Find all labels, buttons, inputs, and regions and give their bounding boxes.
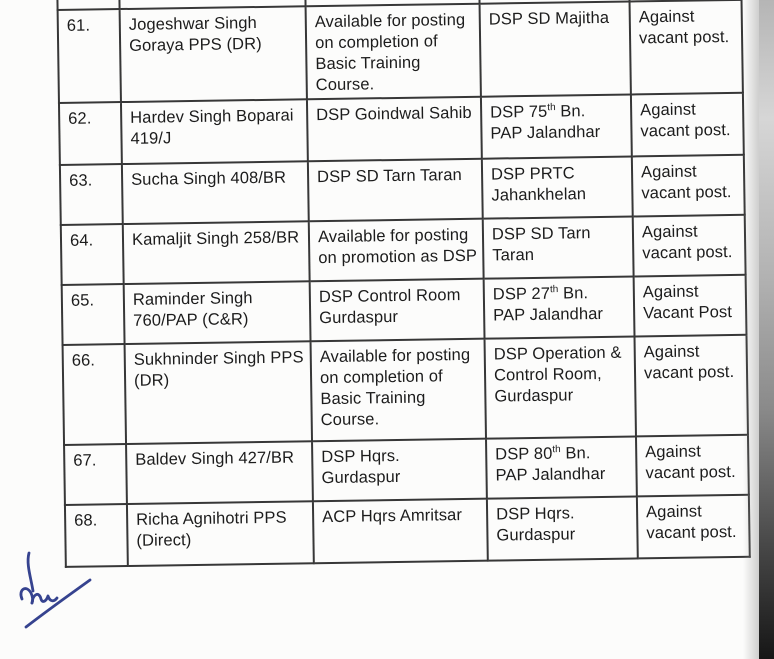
cell-remarks: Against vacant post. [632, 155, 745, 217]
cell-name: Raminder Singh 760/PAP (C&R) [124, 281, 311, 344]
cell-name: Sucha Singh 408/BR [122, 161, 309, 224]
posting-text: Bn. PAP Jalandhar [493, 284, 604, 325]
cell-serial: 61. [58, 9, 121, 103]
handwritten-signature-icon [10, 546, 102, 638]
table-row [61, 215, 746, 285]
cell-remarks: Against vacant post. [637, 495, 750, 559]
cell-serial: 64. [61, 224, 124, 285]
cell-name: Jogeshwar Singh Goraya PPS (DR) [120, 6, 307, 102]
table-row [64, 435, 749, 505]
scan-edge-fade [743, 0, 759, 659]
posting-text: DSP 27 [492, 284, 551, 304]
cell-serial: 65. [62, 284, 125, 345]
posting-text: DSP 75 [490, 102, 548, 122]
cell-remarks: Against vacant post. [631, 93, 744, 157]
cell-serial: 68. [65, 504, 128, 567]
cell-name: Hardev Singh Boparai 419/J [121, 99, 308, 164]
table-row [63, 335, 748, 445]
cell-status: DSP Hqrs. Gurdaspur [312, 439, 487, 502]
scan-edge-shadow [759, 0, 774, 659]
cell-posting [483, 216, 634, 278]
cell-posting [485, 336, 636, 438]
posting-ordinal: th [552, 444, 561, 456]
posting-text: Bn. PAP Jalandhar [490, 102, 601, 143]
posting-text: DSP 80 [495, 444, 553, 464]
table-row [60, 155, 745, 225]
cell-posting [487, 496, 638, 560]
cell-serial: 62. [59, 102, 122, 165]
cell-remarks: Against vacant post. [635, 335, 748, 437]
cell-name: Sukhninder Singh PPS (DR) [125, 341, 312, 444]
table-row [59, 93, 744, 165]
cell-name: Richa Agnihotri PPS (Direct) [127, 501, 314, 566]
cell-status: DSP SD Tarn Taran [308, 159, 483, 222]
posting-text: DSP PRTC Jahankhelan [490, 164, 587, 205]
table-tilt-wrapper [56, 0, 751, 568]
posting-ordinal: th [547, 102, 556, 114]
cell-posting [481, 94, 632, 158]
cell-remarks: Against Vacant Post [634, 275, 747, 337]
posting-table [56, 0, 751, 568]
cell-status: Available for posting on completion of Basic Training Course. [311, 339, 486, 442]
cell-posting [484, 276, 635, 338]
cell-posting [486, 436, 637, 498]
posting-text: DSP SD Tarn Taran [491, 224, 591, 265]
cell-remarks: Against vacant post. [630, 0, 743, 94]
table-row [65, 495, 750, 567]
cell-name: Kamaljit Singh 258/BR [123, 221, 310, 284]
posting-text: DSP Operation & Control Room, Gurdaspur [493, 343, 622, 406]
cell-status: Available for posting on completion of Basic Training Course. [306, 4, 481, 100]
cell-posting [482, 156, 633, 218]
cell-status: DSP Control Room Gurdaspur [310, 279, 485, 342]
cell-remarks: Against vacant post. [636, 435, 749, 497]
posting-text: DSP SD Majitha [488, 8, 610, 29]
cell-serial: 63. [60, 164, 123, 225]
cell-status: ACP Hqrs Amritsar [313, 499, 488, 564]
cell-serial: 66. [63, 344, 126, 445]
table-row [62, 275, 747, 345]
cell-remarks: Against vacant post. [633, 215, 746, 277]
posting-text: Bn. PAP Jalandhar [495, 444, 606, 485]
table-row [58, 0, 743, 103]
posting-text: DSP Hqrs. Gurdaspur [495, 504, 576, 545]
posting-ordinal: th [549, 284, 559, 296]
cell-name: Baldev Singh 427/BR [126, 441, 313, 504]
cell-status: DSP Goindwal Sahib [307, 97, 482, 162]
cell-serial: 67. [64, 444, 127, 505]
cell-status: Available for posting on promotion as DSP [309, 219, 484, 282]
cell-posting [480, 1, 631, 96]
